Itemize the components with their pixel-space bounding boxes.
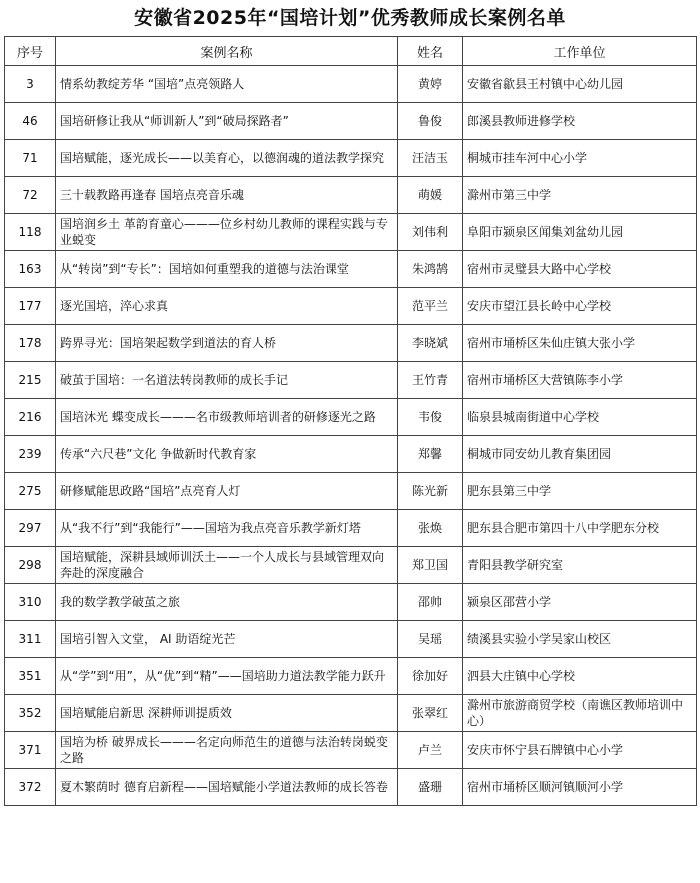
row-case-name xyxy=(56,547,398,584)
row-case-name-text: 国培研修让我从“师训新人”到“破局探路者” xyxy=(60,114,289,128)
row-case-name xyxy=(56,251,398,288)
row-case-name-text: 夏木繁荫时 德育启新程——国培赋能小学道法教师的成长答卷 xyxy=(60,780,388,794)
row-number-text: 351 xyxy=(18,669,42,683)
row-work-unit-text: 桐城市挂车河中心小学 xyxy=(467,151,588,165)
row-work-unit xyxy=(463,66,697,103)
row-number xyxy=(5,399,56,436)
row-person-name xyxy=(398,325,463,362)
row-case-name-text: 逐光国培，淬心求真 xyxy=(60,299,169,313)
row-number xyxy=(5,325,56,362)
row-number-text: 215 xyxy=(18,373,42,387)
row-person-name-text: 黄婷 xyxy=(417,77,442,91)
row-case-name xyxy=(56,362,398,399)
row-person-name-text: 徐加好 xyxy=(411,669,448,683)
row-work-unit-text: 宿州市埇桥区顺河镇顺河小学 xyxy=(467,780,624,794)
row-number xyxy=(5,621,56,658)
row-number-text: 298 xyxy=(18,558,42,572)
row-case-name xyxy=(56,695,398,732)
row-person-name xyxy=(398,547,463,584)
row-work-unit xyxy=(463,399,697,436)
row-person-name-text: 吴瑶 xyxy=(417,632,442,646)
row-number-text: 310 xyxy=(18,595,42,609)
row-case-name-text: 从“转岗”到“专长”：国培如何重塑我的道德与法治课堂 xyxy=(60,262,349,276)
row-person-name xyxy=(398,695,463,732)
row-number xyxy=(5,732,56,769)
row-case-name-text: 破茧于国培：一名道法转岗教师的成长手记 xyxy=(60,373,289,387)
row-person-name xyxy=(398,214,463,251)
row-work-unit-text: 阜阳市颍泉区闻集刘盆幼儿园 xyxy=(467,225,624,239)
row-work-unit xyxy=(463,325,697,362)
row-work-unit-text: 宿州市埇桥区朱仙庄镇大张小学 xyxy=(467,336,636,350)
row-case-name-text: 我的数学教学破茧之旅 xyxy=(60,595,181,609)
row-number-text: 239 xyxy=(18,447,42,461)
row-case-name xyxy=(56,325,398,362)
row-work-unit xyxy=(463,436,697,473)
row-work-unit xyxy=(463,214,697,251)
row-case-name xyxy=(56,399,398,436)
row-person-name xyxy=(398,584,463,621)
header-work-unit: 工作单位 xyxy=(463,37,697,66)
row-number xyxy=(5,436,56,473)
row-case-name xyxy=(56,140,398,177)
row-work-unit-text: 泗县大庄镇中心学校 xyxy=(467,669,576,683)
row-number xyxy=(5,288,56,325)
row-work-unit xyxy=(463,362,697,399)
row-case-name-text: 国培引智入文堂， AI 助语绽光芒 xyxy=(60,632,236,646)
row-number xyxy=(5,140,56,177)
row-work-unit-text: 颍泉区邵营小学 xyxy=(467,595,552,609)
row-person-name-text: 邵帅 xyxy=(417,595,442,609)
table-row xyxy=(5,695,697,732)
row-work-unit xyxy=(463,621,697,658)
row-work-unit xyxy=(463,510,697,547)
row-case-name xyxy=(56,621,398,658)
row-case-name-text: 国培赋能，深耕县域师训沃土——一个人成长与县域管理双向奔赴的深度融合 xyxy=(60,550,385,580)
row-work-unit-text: 安庆市望江县长岭中心学校 xyxy=(467,299,612,313)
row-person-name xyxy=(398,140,463,177)
row-person-name xyxy=(398,362,463,399)
row-person-name-text: 郑卫国 xyxy=(411,558,448,572)
row-case-name-text: 国培赋能，逐光成长——以美育心，以德润魂的道法教学探究 xyxy=(60,151,385,165)
row-number xyxy=(5,658,56,695)
row-work-unit-text: 安徽省歙县王村镇中心幼儿园 xyxy=(467,77,624,91)
row-number-text: 3 xyxy=(26,77,34,91)
row-person-name xyxy=(398,769,463,806)
row-work-unit xyxy=(463,288,697,325)
row-work-unit-text: 宿州市埇桥区大营镇陈李小学 xyxy=(467,373,624,387)
row-person-name xyxy=(398,399,463,436)
row-person-name-text: 鲁俊 xyxy=(417,114,442,128)
row-case-name-text: 国培为桥 破界成长———名定向师范生的道德与法治转岗蜕变之路 xyxy=(60,735,388,765)
row-case-name xyxy=(56,436,398,473)
row-work-unit-text: 临泉县城南街道中心学校 xyxy=(467,410,600,424)
row-person-name-text: 刘伟利 xyxy=(411,225,448,239)
table-row xyxy=(5,473,697,510)
row-person-name-text: 陈光新 xyxy=(411,484,448,498)
row-work-unit xyxy=(463,658,697,695)
row-person-name xyxy=(398,66,463,103)
row-person-name-text: 萌媛 xyxy=(417,188,442,202)
row-case-name xyxy=(56,769,398,806)
row-case-name xyxy=(56,103,398,140)
row-person-name xyxy=(398,288,463,325)
row-work-unit xyxy=(463,769,697,806)
row-case-name-text: 国培沐光 蝶变成长———名市级教师培训者的研修逐光之路 xyxy=(60,410,376,424)
row-case-name xyxy=(56,214,398,251)
row-work-unit-text: 滁州市旅游商贸学校（南谯区教师培训中心） xyxy=(467,698,684,728)
row-work-unit xyxy=(463,177,697,214)
row-person-name-text: 张焕 xyxy=(417,521,442,535)
row-person-name-text: 郑馨 xyxy=(417,447,442,461)
row-work-unit-text: 肥东县第三中学 xyxy=(467,484,552,498)
header-person-name: 姓名 xyxy=(398,37,463,66)
row-case-name-text: 传承“六尺巷”文化 争做新时代教育家 xyxy=(60,447,257,461)
row-number-text: 118 xyxy=(18,225,42,239)
row-number xyxy=(5,177,56,214)
row-number xyxy=(5,769,56,806)
row-number-text: 46 xyxy=(22,114,38,128)
row-work-unit xyxy=(463,695,697,732)
header-number: 序号 xyxy=(5,37,56,66)
row-case-name-text: 情系幼教绽芳华 “国培”点亮领路人 xyxy=(60,77,245,91)
row-case-name-text: 国培赋能启新思 深耕师训提质效 xyxy=(60,706,232,720)
row-case-name xyxy=(56,288,398,325)
table-row xyxy=(5,584,697,621)
row-number xyxy=(5,584,56,621)
row-number-text: 177 xyxy=(18,299,42,313)
row-number xyxy=(5,66,56,103)
row-case-name xyxy=(56,510,398,547)
row-person-name xyxy=(398,103,463,140)
row-number-text: 297 xyxy=(18,521,42,535)
row-person-name xyxy=(398,436,463,473)
row-person-name xyxy=(398,510,463,547)
row-work-unit xyxy=(463,103,697,140)
row-work-unit-text: 肥东县合肥市第四十八中学肥东分校 xyxy=(467,521,660,535)
row-person-name-text: 范平兰 xyxy=(411,299,448,313)
row-number xyxy=(5,251,56,288)
row-work-unit xyxy=(463,732,697,769)
table-row xyxy=(5,251,697,288)
row-person-name xyxy=(398,658,463,695)
row-case-name xyxy=(56,66,398,103)
row-number xyxy=(5,695,56,732)
row-case-name xyxy=(56,584,398,621)
row-person-name xyxy=(398,251,463,288)
row-case-name-text: 国培润乡土 革韵育童心———位乡村幼儿教师的课程实践与专业蜕变 xyxy=(60,217,388,247)
table-row xyxy=(5,66,697,103)
table-row xyxy=(5,547,697,584)
row-number-text: 71 xyxy=(22,151,38,165)
row-case-name-text: 三十载教路再逢春 国培点亮音乐魂 xyxy=(60,188,244,202)
table-row xyxy=(5,288,697,325)
row-number-text: 372 xyxy=(18,780,42,794)
row-number-text: 275 xyxy=(18,484,42,498)
row-number-text: 163 xyxy=(18,262,42,276)
header-case-name: 案例名称 xyxy=(56,37,398,66)
row-work-unit xyxy=(463,547,697,584)
row-person-name-text: 汪洁玉 xyxy=(411,151,448,165)
row-number-text: 311 xyxy=(18,632,42,646)
table-row xyxy=(5,214,697,251)
row-number-text: 352 xyxy=(18,706,42,720)
row-person-name-text: 李晓斌 xyxy=(411,336,448,350)
row-number-text: 216 xyxy=(18,410,42,424)
row-person-name-text: 张翠红 xyxy=(411,706,448,720)
row-work-unit-text: 宿州市灵璧县大路中心学校 xyxy=(467,262,612,276)
table-body xyxy=(5,66,697,806)
award-list-table xyxy=(4,36,697,806)
table-row xyxy=(5,177,697,214)
table-row xyxy=(5,621,697,658)
row-work-unit xyxy=(463,251,697,288)
row-number xyxy=(5,510,56,547)
row-work-unit-text: 滁州市第三中学 xyxy=(467,188,552,202)
table-row xyxy=(5,769,697,806)
row-person-name xyxy=(398,732,463,769)
table-row xyxy=(5,140,697,177)
row-case-name-text: 跨界寻光：国培架起数学到道法的育人桥 xyxy=(60,336,277,350)
row-work-unit xyxy=(463,140,697,177)
row-person-name-text: 卢兰 xyxy=(417,743,442,757)
row-person-name-text: 盛珊 xyxy=(417,780,442,794)
table-row xyxy=(5,325,697,362)
row-number-text: 72 xyxy=(22,188,38,202)
row-person-name xyxy=(398,177,463,214)
row-number xyxy=(5,214,56,251)
row-case-name xyxy=(56,732,398,769)
row-case-name-text: 从“学”到“用”，从“优”到“精”——国培助力道法教学能力跃升 xyxy=(60,669,386,683)
row-number xyxy=(5,473,56,510)
row-case-name-text: 研修赋能思政路“国培”点亮育人灯 xyxy=(60,484,241,498)
row-number-text: 178 xyxy=(18,336,42,350)
row-person-name-text: 韦俊 xyxy=(417,410,442,424)
table-row xyxy=(5,732,697,769)
table-row xyxy=(5,510,697,547)
row-work-unit-text: 桐城市同安幼儿教育集团园 xyxy=(467,447,612,461)
row-person-name xyxy=(398,473,463,510)
row-person-name xyxy=(398,621,463,658)
row-work-unit-text: 绩溪县实验小学吴家山校区 xyxy=(467,632,612,646)
table-row xyxy=(5,399,697,436)
page-title: 安徽省2025年“国培计划”优秀教师成长案例名单 xyxy=(134,7,566,29)
row-number xyxy=(5,103,56,140)
row-case-name-text: 从“我不行”到“我能行”——国培为我点亮音乐教学新灯塔 xyxy=(60,521,361,535)
table-row xyxy=(5,362,697,399)
row-case-name xyxy=(56,658,398,695)
row-case-name xyxy=(56,473,398,510)
row-work-unit xyxy=(463,584,697,621)
row-number-text: 371 xyxy=(18,743,42,757)
row-work-unit xyxy=(463,473,697,510)
row-person-name-text: 朱鸿鹄 xyxy=(411,262,448,276)
table-row xyxy=(5,658,697,695)
row-number xyxy=(5,362,56,399)
row-work-unit-text: 郎溪县教师进修学校 xyxy=(467,114,576,128)
row-work-unit-text: 安庆市怀宁县石牌镇中心小学 xyxy=(467,743,624,757)
row-work-unit-text: 青阳县教学研究室 xyxy=(467,558,564,572)
table-header-row xyxy=(5,37,697,66)
table-row xyxy=(5,103,697,140)
row-case-name xyxy=(56,177,398,214)
row-number xyxy=(5,547,56,584)
row-person-name-text: 王竹青 xyxy=(411,373,448,387)
table-row xyxy=(5,436,697,473)
